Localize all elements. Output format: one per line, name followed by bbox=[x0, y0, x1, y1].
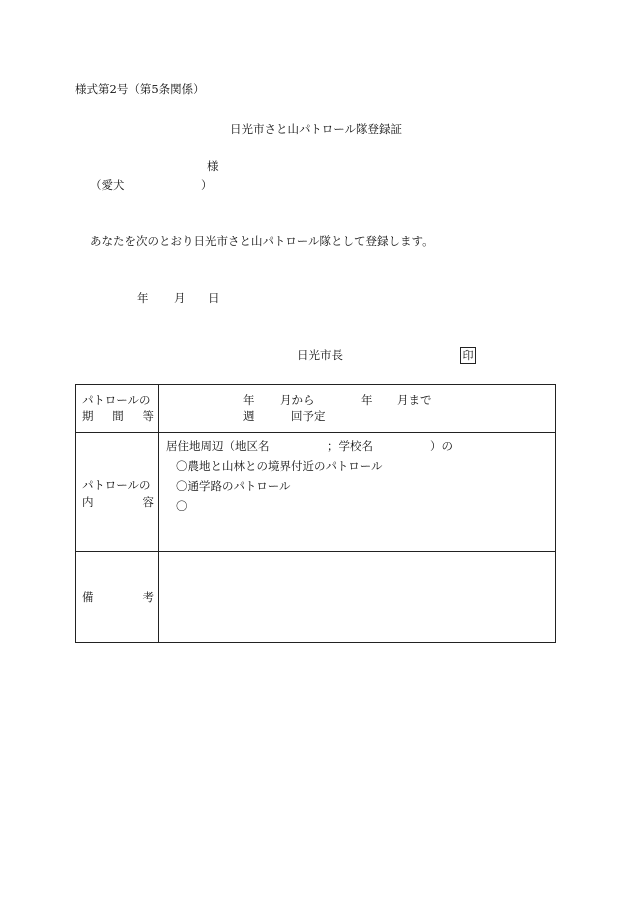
period-from-year: 年 bbox=[243, 393, 255, 407]
date-day-label: 日 bbox=[208, 291, 220, 305]
period-label-line1: パトロールの bbox=[82, 393, 151, 407]
period-from-month: 月から bbox=[280, 393, 315, 407]
period-label-char: 間 bbox=[112, 409, 124, 423]
period-to-year: 年 bbox=[361, 393, 373, 407]
date-month-label: 月 bbox=[174, 291, 186, 305]
school-name-label: ；学校名 bbox=[327, 439, 373, 453]
period-times: 回予定 bbox=[291, 409, 326, 423]
table-column-divider bbox=[158, 385, 159, 642]
period-label-char: 等 bbox=[142, 409, 154, 423]
period-label-char: 期 bbox=[82, 409, 94, 423]
remarks-label-char: 備 bbox=[82, 590, 94, 604]
remarks-label-char: 考 bbox=[142, 590, 154, 604]
seal-mark: 印 bbox=[460, 347, 476, 364]
addressee-honorific: 様 bbox=[207, 159, 219, 173]
period-week: 週 bbox=[243, 409, 255, 423]
option-other: 〇 bbox=[176, 499, 188, 513]
period-to-month: 月まで bbox=[397, 393, 432, 407]
document-title: 日光市さと山パトロール隊登録証 bbox=[230, 122, 403, 136]
content-label-char: 容 bbox=[142, 495, 154, 509]
registration-statement: あなたを次のとおり日光市さと山パトロール隊として登録します。 bbox=[90, 234, 434, 248]
content-label-line2 bbox=[82, 497, 154, 509]
remarks-label bbox=[82, 592, 154, 604]
option-farm-boundary: 〇農地と山林との境界付近のパトロール bbox=[176, 459, 383, 473]
dog-name-label: （愛犬 bbox=[90, 178, 125, 192]
patrol-info-table bbox=[75, 384, 556, 643]
content-label-line1: パトロールの bbox=[82, 478, 151, 492]
option-school-route: 〇通学路のパトロール bbox=[176, 479, 291, 493]
area-suffix: ）の bbox=[430, 439, 453, 453]
table-row-divider bbox=[76, 551, 555, 552]
area-prefix: 居住地周辺（地区名 bbox=[166, 439, 270, 453]
content-label-char: 内 bbox=[82, 495, 94, 509]
period-label-line2 bbox=[82, 411, 154, 423]
date-year-label: 年 bbox=[137, 291, 149, 305]
table-row-divider bbox=[76, 432, 555, 433]
dog-name-close-paren: ） bbox=[201, 178, 213, 192]
form-number: 様式第2号（第5条関係） bbox=[75, 82, 205, 96]
issuer-title: 日光市長 bbox=[297, 348, 343, 362]
